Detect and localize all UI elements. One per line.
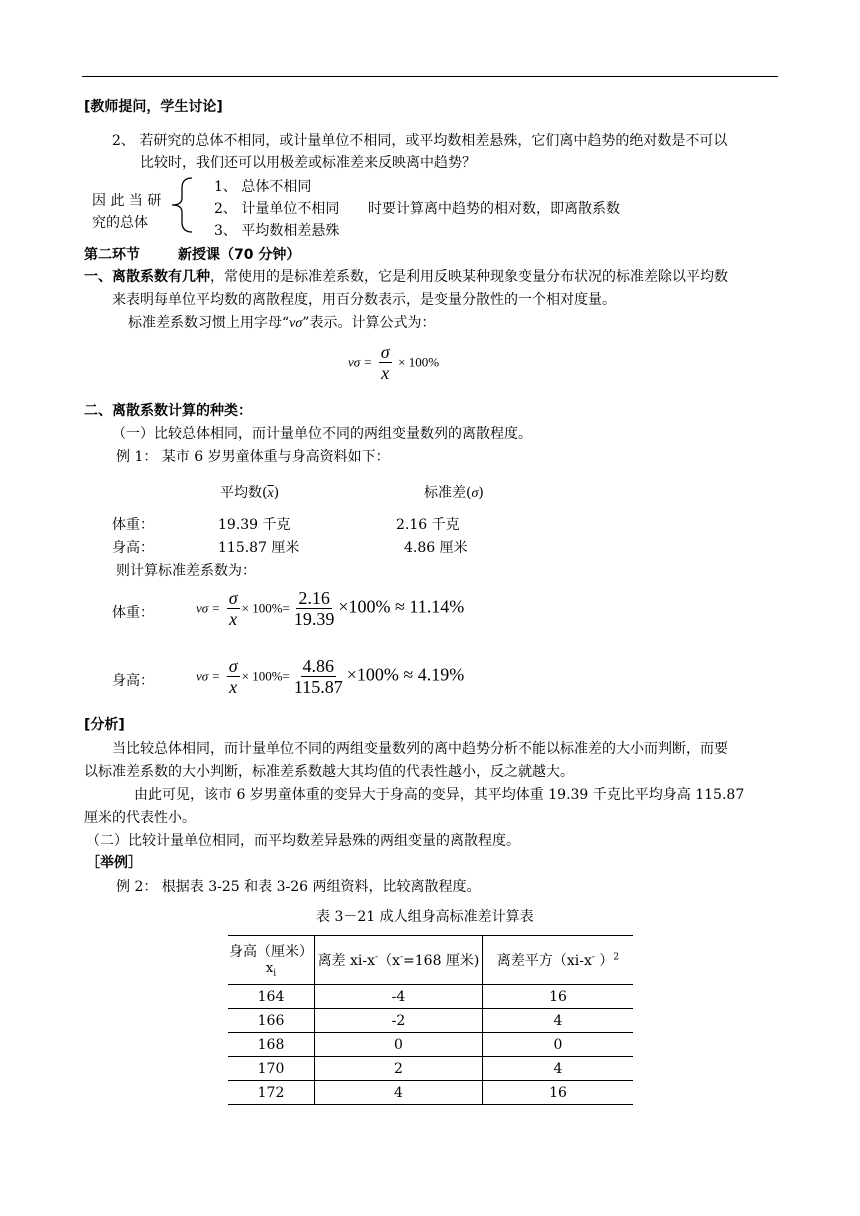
cell-height: 168 <box>228 1033 315 1057</box>
calc-weight-num1: σ <box>228 588 238 608</box>
col-mean-close: ) <box>273 485 280 501</box>
analysis-p1-line1: 当比较总体相同，而计量单位不同的两组变量数列的离中趋势分析不能以标准差的大小而判断，而要 <box>112 741 728 757</box>
part2-heading: 二、离散系数计算的种类： <box>84 403 252 419</box>
table-row <box>228 1009 633 1033</box>
case-item-2: 2、 计量单位不相同 <box>214 201 340 217</box>
formula-lhs: vσ = <box>348 354 373 370</box>
part1-text-3a: 标准差系数习惯上用字母“ <box>128 315 290 331</box>
mean-symbol: $\overline{x}$ <box>267 486 274 501</box>
cell-deviation-sq: 4 <box>483 1057 634 1081</box>
cell-deviation-sq: 16 <box>483 1081 634 1105</box>
case-conclusion: 时要计算离中趋势的相对数，即离散系数 <box>368 201 620 217</box>
formula-fraction <box>379 342 392 383</box>
header-deviation-sq <box>483 936 634 985</box>
analysis-p2-line1: 由此可见，该市 6 岁男童体重的变异大于身高的变异，其平均体重 19.39 千克比平均身高 115.87 <box>134 787 745 803</box>
analysis-heading: [分析] <box>84 717 125 733</box>
calc-height-label: 身高： <box>112 673 154 689</box>
calc-height-num2: 4.86 <box>302 656 335 676</box>
formula-main <box>348 342 439 383</box>
calc-height-den1: x <box>229 677 238 697</box>
question-line-2: 比较时，我们还可以用极差或标准差来反映离中趋势？ <box>140 155 476 171</box>
table-row <box>228 1033 633 1057</box>
header-sq-tail: ） <box>594 953 614 969</box>
part1-line-2: 来表明每单位平均数的离散程度，用百分数表示，是变量分散性的一个相对度量。 <box>112 292 616 308</box>
part3-sub2: （二）比较计量单位相同，而平均数差异悬殊的两组变量的离散程度。 <box>86 833 520 849</box>
calc-height-den2: 115.87 <box>293 677 343 697</box>
table-row <box>228 985 633 1009</box>
part1-heading: 一、离散系数有几种 <box>84 269 210 285</box>
brace-icon <box>168 176 198 234</box>
analysis-p2-line2: 厘米的代表性小。 <box>84 810 196 826</box>
header-deviation <box>315 936 483 985</box>
header-sq-sup2: 2 <box>613 952 620 963</box>
part2-sub1: （一）比较总体相同，而计量单位不同的两组变量数列的离散程度。 <box>112 426 532 442</box>
part1-line-3 <box>128 312 435 332</box>
analysis-p1-line2: 以标准差系数的大小判断，标准差系数越大其均值的代表性越小，反之就越大。 <box>84 764 574 780</box>
formula-den: x <box>381 363 390 383</box>
section2-title: 新授课（70 分钟） <box>178 247 301 263</box>
calc-height-num1: σ <box>228 656 238 676</box>
case-item-3: 3、 平均数相差悬殊 <box>214 223 340 239</box>
header-sq-label: 离差平方（xi-x <box>496 953 592 969</box>
row-height-mean: 115.87 厘米 <box>218 540 300 556</box>
calc-weight-formula <box>196 588 464 629</box>
table-row <box>228 1057 633 1081</box>
case-left-1: 因 此 当 研 <box>92 193 162 209</box>
example-heading: ［举例］ <box>86 855 142 871</box>
cell-deviation: -4 <box>315 985 483 1009</box>
header-height <box>228 936 315 985</box>
calc-weight-lhs: vσ = <box>196 600 221 616</box>
calc-weight-frac2 <box>292 588 337 629</box>
header-sq-sup: - <box>591 952 595 963</box>
cell-deviation: 4 <box>315 1081 483 1105</box>
table-header-row <box>228 936 633 985</box>
calc-weight-frac1 <box>227 588 240 629</box>
calc-weight-num2: 2.16 <box>298 588 330 608</box>
cell-height: 172 <box>228 1081 315 1105</box>
calc-height-result: ×100% ≈ 4.19% <box>346 664 465 685</box>
calc-height-formula <box>196 656 464 697</box>
col-sd-close: ) <box>478 485 484 501</box>
formula-tail: × 100% <box>398 354 440 370</box>
col-sd-header <box>424 482 484 502</box>
cell-deviation-sq: 16 <box>483 985 634 1009</box>
row-weight-mean: 19.39 千克 <box>218 517 291 533</box>
cell-deviation: 0 <box>315 1033 483 1057</box>
calc-height-lhs: vσ = <box>196 668 221 684</box>
header-deviation-sup: - <box>375 952 379 963</box>
col-mean-label: 平均数( <box>220 485 268 501</box>
part1-line-1 <box>84 266 728 286</box>
cell-deviation: 2 <box>315 1057 483 1081</box>
header-rule <box>82 76 778 77</box>
calc-height-frac2 <box>292 656 345 697</box>
calc-intro: 则计算标准差系数为： <box>116 563 256 579</box>
table-row <box>228 1081 633 1105</box>
cell-height: 164 <box>228 985 315 1009</box>
col-mean-header <box>220 482 279 502</box>
case-item-1: 1、 总体不相同 <box>214 179 312 195</box>
header-deviation-tail: （x <box>378 953 400 969</box>
cell-height: 166 <box>228 1009 315 1033</box>
teacher-discuss-label: [教师提问，学生讨论] <box>84 99 223 115</box>
calc-weight-result: ×100% ≈ 11.14% <box>338 596 465 617</box>
calc-height-frac1 <box>227 656 240 697</box>
header-deviation-label: 离差 xi-x <box>317 953 376 969</box>
row-height-sd: 4.86 厘米 <box>404 540 468 556</box>
header-height-sub: i <box>273 968 277 979</box>
calc-weight-mid: × 100%= <box>241 600 290 616</box>
calc-height-mid: × 100%= <box>241 668 290 684</box>
height-sd-table <box>228 935 633 1105</box>
table-title: 表 3－21 成人组身高标准差计算表 <box>316 909 534 925</box>
header-height-label: 身高（厘米） <box>229 944 313 961</box>
cell-deviation: -2 <box>315 1009 483 1033</box>
header-deviation-tail2: =168 厘米) <box>403 953 480 969</box>
cell-deviation-sq: 0 <box>483 1033 634 1057</box>
part1-text-1: ，常使用的是标准差系数，它是利用反映某种现象变量分布状况的标准差除以平均数 <box>210 269 728 285</box>
row-weight-label: 体重： <box>112 517 154 533</box>
row-height-label: 身高： <box>112 540 154 556</box>
header-height-x: x <box>265 961 274 977</box>
calc-weight-den2: 19.39 <box>293 609 335 629</box>
part1-text-3b: ”表示。计算公式为： <box>302 315 436 331</box>
example1: 例 1： 某市 6 岁男童体重与身高资料如下： <box>116 449 390 465</box>
section2-label: 第二环节 <box>84 247 140 263</box>
calc-weight-den1: x <box>229 609 238 629</box>
sigma-symbol: σ <box>471 486 479 501</box>
calc-weight-label: 体重： <box>112 605 154 621</box>
col-sd-label: 标准差( <box>424 485 472 501</box>
question-line-1: 2、 若研究的总体不相同，或计量单位不相同，或平均数相差悬殊，它们离中趋势的绝对数是不可以 <box>112 133 728 149</box>
header-deviation-tail-sup: - <box>399 952 404 963</box>
row-weight-sd: 2.16 千克 <box>396 517 460 533</box>
example2: 例 2： 根据表 3-25 和表 3-26 两组资料，比较离散程度。 <box>116 879 481 895</box>
case-left-2: 究的总体 <box>92 215 148 231</box>
header-height-symbol <box>228 961 314 979</box>
vsigma-symbol: vσ <box>289 316 303 331</box>
formula-num: σ <box>380 342 390 362</box>
cell-deviation-sq: 4 <box>483 1009 634 1033</box>
cell-height: 170 <box>228 1057 315 1081</box>
